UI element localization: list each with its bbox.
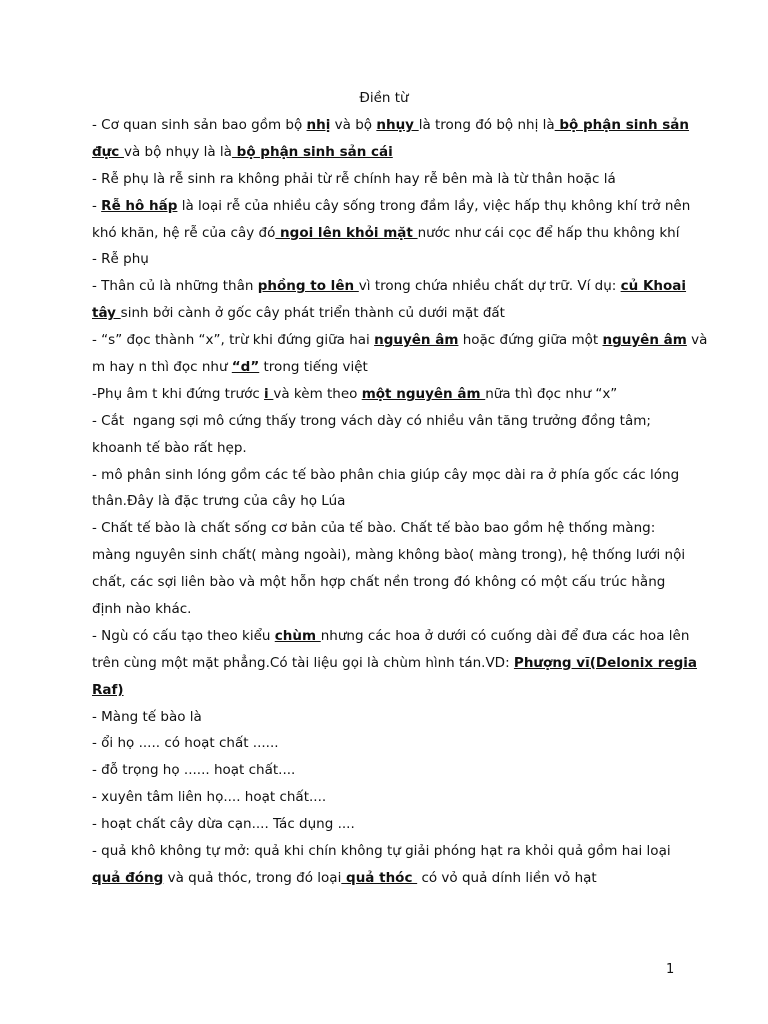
text-line — [92, 327, 708, 354]
text-segment: là trong đó bộ nhị là — [418, 117, 555, 133]
text-segment: và quả thóc, trong đó loại — [163, 869, 342, 886]
page-number: 1 — [666, 962, 675, 977]
text-line — [92, 542, 686, 569]
text-segment: có vỏ quả dính liền vỏ hạt — [417, 869, 597, 886]
text-segment: - quả khô không tự mở: quả khi chín không tự giải phóng hạt ra khỏi quả gồm hai loại — [92, 843, 671, 860]
answer-term: bộ phận sinh sản — [554, 117, 690, 133]
text-line — [92, 139, 682, 166]
text-line — [92, 354, 682, 381]
text-segment: và bộ — [330, 117, 377, 133]
text-line — [92, 220, 682, 247]
text-line — [92, 462, 682, 489]
text-line — [92, 300, 682, 327]
text-line — [92, 838, 682, 865]
answer-term: nguyên âm — [374, 332, 459, 349]
text-line — [92, 515, 682, 542]
text-segment: - mô phân sinh lóng gồm các tế bào phân chia giúp cây mọc dài ra ở phía gốc các lóng — [92, 466, 680, 483]
answer-term: nhị — [306, 117, 331, 133]
answer-term: phồng to lên — [257, 278, 359, 295]
text-line — [92, 408, 682, 435]
text-line — [92, 273, 687, 300]
text-segment: và kèm theo — [273, 385, 362, 402]
text-segment: - Chất tế bào là chất sống cơ bản của tế bào. Chất tế bào bao gồm hệ thống màng: — [92, 520, 656, 537]
document-title: Điền từ — [359, 90, 409, 106]
answer-term: củ Khoai — [620, 278, 687, 295]
text-line — [92, 569, 682, 596]
answer-term: Phượng vĩ(Delonix regia — [513, 654, 698, 671]
text-segment: định nào khác. — [92, 601, 192, 618]
text-segment: trên cùng một mặt phẳng.Có tài liệu gọi là chùm hình tán.VD: — [92, 654, 514, 671]
text-segment: - Màng tế bào là — [92, 708, 202, 725]
text-segment: -Phụ âm t khi đứng trước — [92, 385, 265, 402]
text-segment: khoanh tế bào rất hẹp. — [92, 439, 247, 456]
answer-term: đực — [92, 143, 124, 160]
text-segment: sinh bởi cành ở gốc cây phát triển thành củ dưới mặt đất — [120, 305, 505, 322]
text-segment: vì trong chứa nhiều chất dự trữ. Ví dụ: — [358, 278, 621, 295]
text-segment: nhưng các hoa ở dưới có cuống dài để đưa các hoa lên — [320, 627, 690, 644]
answer-term: quả đóng — [92, 869, 164, 886]
text-line — [92, 677, 682, 704]
text-segment: màng nguyên sinh chất( màng ngoài), màng không bào( màng trong), hệ thống lưới nội — [92, 547, 686, 564]
answer-term: một nguyên âm — [361, 385, 486, 402]
text-segment: và bộ nhụy là là — [123, 143, 232, 160]
text-line — [92, 166, 682, 193]
answer-term: nhụy — [376, 117, 419, 133]
text-segment: hoặc đứng giữa một — [458, 332, 603, 349]
text-segment: - xuyên tâm liên họ.... hoạt chất.... — [92, 789, 327, 806]
text-line — [92, 865, 682, 892]
text-segment: - Rễ phụ — [92, 251, 149, 268]
text-segment: - Thân củ là những thân — [92, 278, 258, 295]
answer-term: “d” — [231, 359, 260, 376]
text-segment: khó khăn, hệ rễ của cây đó — [92, 224, 276, 241]
text-line — [92, 650, 698, 677]
text-line — [92, 623, 690, 650]
text-segment: nữa thì đọc như “x” — [485, 385, 618, 402]
text-line — [92, 435, 682, 462]
answer-term: quả thóc — [341, 869, 418, 886]
text-segment: - hoạt chất cây dừa cạn.... Tác dụng .... — [92, 816, 355, 833]
answer-term: Raf) — [92, 681, 124, 698]
text-segment: - Ngù có cấu tạo theo kiểu — [92, 627, 275, 644]
text-segment: - Cơ quan sinh sản bao gồm bộ — [92, 117, 307, 133]
text-segment: - Cắt ngang sợi mô cứng thấy trong vách dày có nhiều vân tăng trưởng đồng tâm; — [92, 412, 651, 429]
text-segment: - “s” đọc thành “x”, trừ khi đứng giữa hai — [92, 332, 375, 349]
text-line — [92, 730, 682, 757]
answer-term: nguyên âm — [602, 332, 687, 349]
text-line — [92, 381, 682, 408]
text-line — [92, 193, 691, 220]
answer-term: bộ phận sinh sản cái — [231, 143, 393, 160]
answer-term: ngoi lên khỏi mặt — [275, 224, 418, 241]
text-segment: là loại rễ của nhiều cây sống trong đầm lầy, việc hấp thụ không khí trở nên — [177, 197, 691, 214]
text-line — [92, 757, 682, 784]
text-segment: chất, các sợi liên bào và một hỗn hợp chất nền trong đó không có một cấu trúc hằng — [92, 574, 666, 591]
text-line — [92, 488, 682, 515]
text-segment: thân.Đây là đặc trưng của cây họ Lúa — [92, 493, 346, 510]
text-line — [92, 811, 682, 838]
document-body — [92, 112, 708, 892]
text-segment: trong tiếng việt — [259, 359, 368, 376]
text-line — [92, 112, 690, 139]
answer-term: chùm — [274, 627, 321, 644]
text-segment: và — [686, 332, 708, 349]
answer-term: Rễ hô hấp — [101, 197, 178, 214]
text-segment: - — [92, 197, 102, 214]
answer-term: i — [264, 385, 274, 402]
answer-term: tây — [92, 305, 121, 322]
text-segment: nước như cái cọc để hấp thu không khí — [417, 224, 680, 241]
text-segment: - đỗ trọng họ ...... hoạt chất.... — [92, 762, 296, 779]
text-line — [92, 246, 682, 273]
text-line — [92, 784, 682, 811]
text-segment: - ổi họ ..... có hoạt chất ...... — [92, 735, 279, 752]
text-segment: - Rễ phụ là rễ sinh ra không phải từ rễ chính hay rễ bên mà là từ thân hoặc lá — [92, 170, 616, 187]
text-line — [92, 704, 682, 731]
text-line — [92, 596, 682, 623]
text-segment: m hay n thì đọc như — [92, 359, 232, 376]
